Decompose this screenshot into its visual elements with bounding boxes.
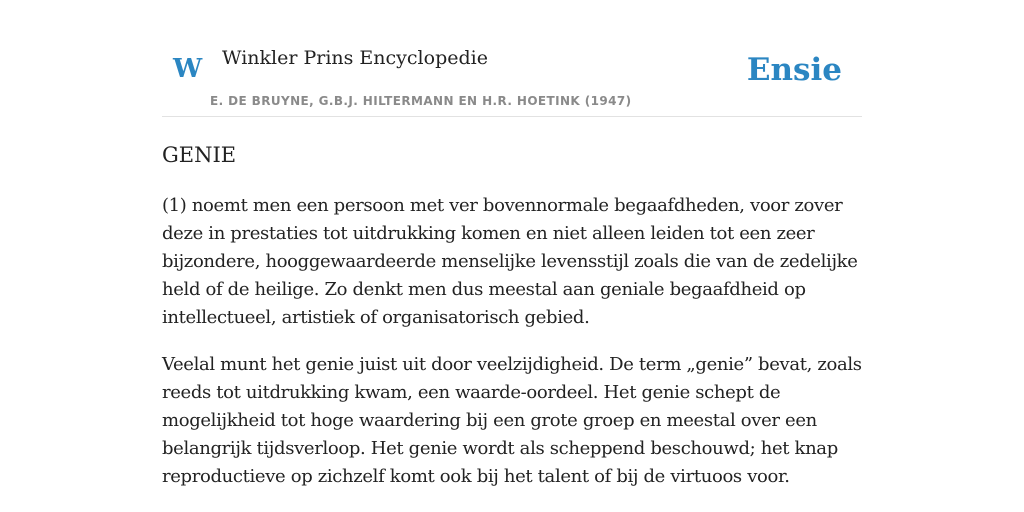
source-logo-icon[interactable]: W — [173, 54, 203, 84]
page-container — [162, 0, 862, 487]
entry-paragraph: (1) noemt men een persoon met ver bovennormale begaafdheden, voor zover deze in prestaties tot uitdrukking komen en niet alleen leiden tot een zeer bijzondere, hooggewaardeerde menselijke levensstijl zoals die van de zedelijke held of de heilige. Zo denkt men dus meestal aan geniale begaafdheid op intellectueel, artistiek of organisatorisch gebied. — [162, 195, 858, 328]
source-header — [162, 0, 862, 117]
entry-body — [162, 192, 864, 510]
entry-title: GENIE — [162, 143, 237, 167]
source-title-link[interactable]: Winkler Prins Encyclopedie — [222, 47, 488, 69]
ensie-brand-logo[interactable]: Ensie — [746, 52, 842, 88]
source-authors: E. DE BRUYNE, G.B.J. HILTERMANN EN H.R. HOETINK (1947) — [210, 94, 632, 108]
entry-paragraph: Veelal munt het genie juist uit door veelzijdigheid. De term „genie” bevat, zoals reeds tot uitdrukking kwam, een waarde-oordeel. Het genie schept de mogelijkheid tot hoge waardering bij een grote groep en meestal over een belangrijk tijdsverloop. Het genie wordt als scheppend beschouwd; het knap reproductieve op zichzelf komt ook bij het talent of bij de virtuoos voor. — [162, 354, 862, 487]
